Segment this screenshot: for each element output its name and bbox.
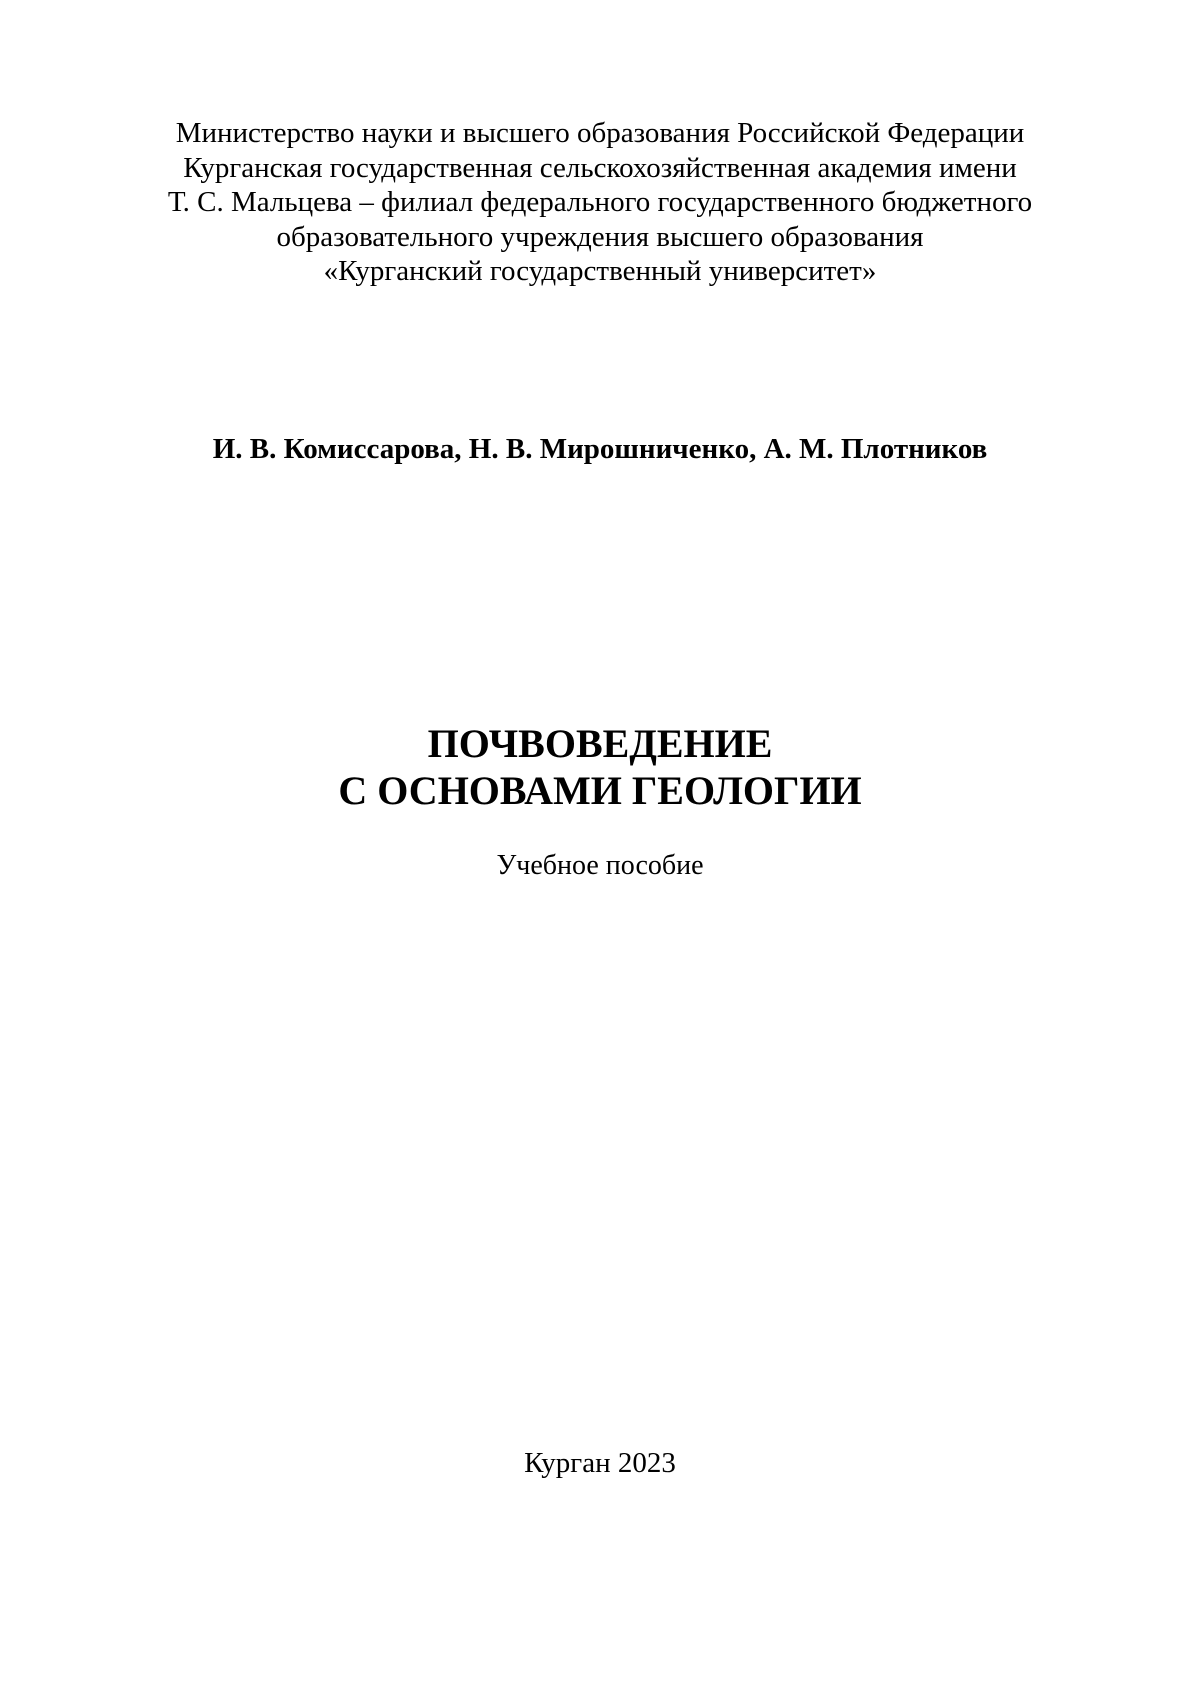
- book-title: [0, 720, 1200, 814]
- publication-city-year: Курган 2023: [524, 1447, 676, 1479]
- institution-line: Т. С. Мальцева – филиал федерального государственного бюджетного: [167, 186, 1033, 218]
- institution-header: [0, 116, 1200, 289]
- institution-line: Курганская государственная сельскохозяйственная академия имени: [183, 151, 1017, 184]
- authors: И. В. Комиссарова, Н. В. Мирошниченко, А. М. Плотников: [212, 433, 988, 465]
- title-line: ПОЧВОВЕДЕНИЕ: [427, 721, 773, 766]
- institution-line: Министерство науки и высшего образования Российской Федерации: [175, 117, 1025, 149]
- title-line: С ОСНОВАМИ ГЕОЛОГИИ: [338, 768, 862, 813]
- institution-line: «Курганский государственный университет»: [323, 255, 877, 287]
- institution-line: образовательного учреждения высшего образования: [276, 220, 924, 253]
- book-subtitle: Учебное пособие: [496, 850, 704, 881]
